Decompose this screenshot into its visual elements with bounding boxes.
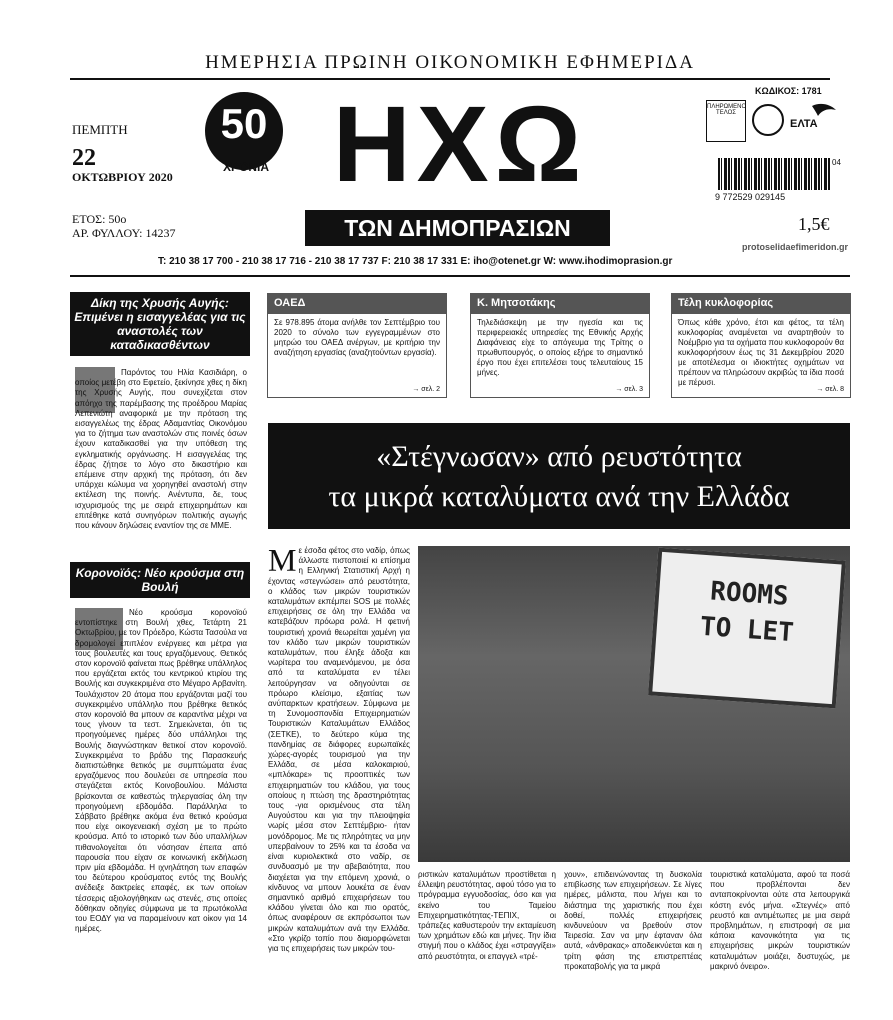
anniversary-number: 50 — [220, 100, 268, 147]
teaser-text: Τηλεδιάσκεψη με την ηγεσία και τις περιφερειακές υπηρεσίες της Εθνικής Αρχής Διαφάνειας είχε το απόγευμα της Τρίτης ο πρωθυπουργός, ο οποίος εξήρε το σημαντικό έργο που έχει επιτελέσει τους τελευταίους 15 μήνες. — [477, 318, 643, 377]
sidebar-box-golden-dawn — [70, 292, 250, 531]
teaser-title: Τέλη κυκλοφορίας — [672, 294, 850, 314]
masthead-rule — [70, 78, 830, 80]
main-headline-line2: τα μικρά καταλύματα ανά την Ελλάδα — [328, 480, 790, 513]
weekday: ΠΕΜΠΤΗ — [72, 122, 128, 137]
site-watermark: protoselidaefimeridon.gr — [742, 242, 849, 252]
teaser-title: Κ. Μητσοτάκης — [471, 294, 649, 314]
seal-icon — [752, 104, 784, 136]
teaser-road-tax[interactable] — [671, 293, 851, 398]
sidebar-box-text: Παρόντος του Ηλία Κασιδιάρη, ο οποίος μετέβη στο Εφετείο, ξεκίνησε χθες η δίκη της Χρυσής Αυγής, που συνεχίζεται στον απόηχο της παρέμβασης της προέδρου Μαρίας Λεπενιώτη αναφορικά με την πρόταση της εισαγγελέως της έδρας Αδαμαντίας Οικονόμου για το ζήτημα των αναστολών στις ποινές όσων έχουν καταδικασθεί για την υπόθεση της εγκληματικής οργάνωσης. Η εισαγγελέας της έδρας ζήτησε το λόγο στο δικαστήριο και επέμεινε στην αρχική της πρόταση, ότι δεν υπάρχει κώλυμα να χορηγηθεί αναστολή στην εκτέλεση της ποινής. Ανέντυπα, δε, τους ισχυρισμούς της με σειρά επιχειρημάτων και επιτέθηκε κατά συνηγόρων πολιτικής αγωγής που κάνουν δηλώσεις εναντίον της σε ΜΜΕ. — [75, 368, 247, 531]
teaser-text: Σε 978.895 άτομα ανήλθε τον Σεπτέμβριο του 2020 το σύνολο των εγγεγραμμένων στο μητρώο του ΟΑΕΔ ανέργων, με κριτήριο την αναζήτηση εργασίας (αναζητούντων εργασία). — [274, 318, 440, 357]
sidebar-box-text: Νέο κρούσμα κορονοϊού εντοπίστηκε στη Βουλή χθες, Τετάρτη 21 Οκτωβρίου, με τον Πρόεδρο, Κώστα Τασούλα να δρομολογεί επιπλέον ενέργειες και μέτρα για τους βουλευτές και τους εργαζόμενους. Θετικός στον κορονοϊό φαίνεται πως βρέθηκε υπάλληλος που εργάζεται εκτός του κεντρικού κτιρίου της Βουλής και συγκεκριμένα στο Μέγαρο Αρβανίτη. Τουλάχιστον 20 άτομα που εργάζονται μαζί του συγκεκριμένο υπάλληλο που βρέθηκε θετικός στον κορονοϊό θα μπουν σε καραντίνα μέχρι να τους γίνουν τα τεστ. Σημειώνεται, ότι τις προηγούμενες ημέρες δύο υπάλληλοι της Βουλής διαγνώστηκαν θετικοί στον κορονοϊό. Συγκεκριμένα το βράδυ της Παρασκευής διαπιστώθηκε θετικός με συμπτώματα ένας εργαζόμενος που δουλεύει σε υπηρεσία που στεγάζεται εκτός Κοινοβουλίου. Μάλιστα βρίσκονται σε καθεστώς τηλεργασίας όλη την προηγούμενη εβδομάδα. Παράλληλα το Σάββατο βρέθηκε ακόμα ένα θετικό κρούσμα που είχε οικογενειακή σχέση με το πρώτο κρούσμα. Από το ιστορικό των δύο υπαλλήλων πιθανολογείται ότι νόσησαν έπειτα από παρουσία που είχαν σε κοινωνική εκδήλωση πριν μία εβδομάδα. Η ιχνηλάτηση των επαφών του δεύτερου κρούσματος εντός της Βουλής ανέδειξε δακτρείες επαφές, εκ των οποίων τέσσερις αξιολογήθηκαν ως στενές, στις οποίες δόθηκαν οδηγίες σύμφωνα με τα πρωτόκολλα του ΕΟΔΥ για να παραμείνουν κατ οίκον για 14 ημέρες. — [75, 608, 247, 934]
month-year: ΟΚΤΩΒΡΙΟΥ 2020 — [72, 170, 173, 184]
barcode — [718, 158, 830, 190]
barcode-number: 9 772529 029145 — [715, 192, 786, 202]
article-column-3: χουν», επιδεινώνοντας τη δυσκολία επιβίωσης των επιχειρήσεων. Σε λίγες ημέρες, μάλιστα, που λήγει και το διάστημα της χαριστικής που έχει δοθεί, πολλές επιχειρήσεις κινδυνεύουν να βρεθούν στον Τειρεσία. Σαν να μην έφταναν όλα αυτά, «άνθρακας» αποδεικνύεται και η τρίτη φάση της επιστρεπτέας προκαταβολής για τα μικρά — [564, 870, 702, 971]
year-issue-info — [72, 212, 175, 240]
main-photo-rooms-to-let — [418, 546, 850, 862]
teaser-page-ref[interactable]: → σελ. 3 — [615, 386, 643, 393]
price: 1,5€ — [798, 214, 830, 234]
postage-label: ΠΛΗΡΩΜΕΝΟ ΤΕΛΟΣ — [707, 104, 747, 116]
contact-rule — [70, 275, 850, 277]
newspaper-logo-subtitle: ΤΩΝ ΔΗΜΟΠΡΑΣΙΩΝ — [305, 210, 610, 246]
day-number: 22 — [72, 145, 96, 171]
teaser-page-ref[interactable]: → σελ. 8 — [816, 386, 844, 393]
newspaper-code: ΚΩΔΙΚΟΣ: 1781 — [755, 86, 822, 96]
anniversary-label: ΧΡΟΝΙΑ — [222, 160, 269, 174]
article-column-2: ριστικών καταλυμάτων προστίθεται η έλλειψη ρευστότητας, αφού τόσο για το πρόγραμμα εγγυοδοσίας, όσο και για εκείνο του Ταμείου Επιχειρηματικότητας-ΤΕΠΙΧ, οι τράπεζες καθυστερούν την εκταμίευση των χρημάτων εδώ και μήνες. Την ίδια στιγμή που ο κλάδος έχει «στραγγίξει» από ρευστότητα, οι επαγγελ «τρέ- — [418, 870, 556, 961]
elta-label: ΕΛΤΑ — [790, 118, 818, 130]
main-headline — [268, 423, 850, 529]
sidebar-box-title: Δίκη της Χρυσής Αυγής: Επιμένει η εισαγγελέας για τις αναστολές των καταδικασθέντων — [70, 292, 250, 356]
article-dropcap: Μ — [268, 546, 297, 578]
teaser-mitsotakis[interactable] — [470, 293, 650, 398]
postage-stamp — [706, 100, 746, 142]
sign-line2: TO LET — [698, 611, 795, 649]
barcode-issue: 04 — [832, 158, 841, 167]
masthead-tagline: ΗΜΕΡΗΣΙΑ ΠΡΩΙΝΗ ΟΙΚΟΝΟΜΙΚΗ ΕΦΗΜΕΡΙΔΑ — [205, 52, 695, 73]
contact-line: T: 210 38 17 700 - 210 38 17 716 - 210 38 17 737 F: 210 38 17 331 E: iho@otenet.gr W: www.ihodimoprasion.gr — [158, 256, 673, 267]
article-column-text: ε έσοδα φέτος στο ναδίρ, όπως άλλωστε πιστοποιεί κι επίσημα η Ελληνική Στατιστική Αρχή η έχοντας «στεγνώσει» από ρευστότητα, ο κλάδος των μικρών τουριστικών καταλυμάτων εκπέμπει SOS με πολλές επιχειρήσεις σε όλη την Ελλάδα να κατεβάζουν πρόωρα ρολά. Η φετινή τουριστική χρονιά θεωρείται χαμένη για τον κλάδο των μικρών τουριστικών καταλυμάτων, που έληξε άδοξα και νωρίτερα του αναμενόμενου, με όσα από τα καταλύματα εν τέλει λειτούργησαν να οδηγούνται σε πρόωρο κλείσιμο, εξαιτίας των ανύπαρκτων κρατήσεων. Σύμφωνα με τη Συνομοσπονδία Επιχειρηματιών Τουριστικών Καταλυμάτων Ελλάδος (ΣΕΤΚΕ), το δεύτερο κύμα της πανδημίας σε διάφορες ευρωπαϊκές χώρες-αγορές τουρισμού για την Ελλάδα, σε μέσα καλοκαιριού, «μπλόκαρε» τις προοπτικές των επιχειρηματιών του κλάδου, για τους οποίους η πτώση της δραστηριότητας τους -για ορισμένους στα τέλη Αυγούστου και για την πλειοψηφία νωρίς μέσα στον Σεπτέμβριο- ήταν μονόδρομος. Με τις πληρότητες να μην υπερβαίνουν το 25% και τα έσοδα να είναι κυριολεκτικά στο ναδίρ, σε συνδυασμό με την αβεβαιότητα, που διαχέεται για την επόμενη χρονιά, ο κίνδυνος να μπουν λουκέτα σε έναν σημαντικό αριθμό επιχειρήσεων του κλάδου γίνεται όλο και πιο ορατός, όπως αναφέρουν σε εκπρόσωποι των μικρών καταλυμάτων ανά την Ελλάδα. «Στο γκρίζο τοπίο που διαμορφώνεται για τις επιχειρήσεις των μικρών του- — [268, 546, 410, 953]
newspaper-logo: ΗΧΩ — [332, 83, 588, 204]
teaser-page-ref[interactable]: → σελ. 2 — [412, 386, 440, 393]
teaser-text: Όπως κάθε χρόνο, έτσι και φέτος, τα τέλη κυκλοφορίας αναμένεται να αναρτηθούν το Νοέμβριο για τα οχήματα που κυκλοφορούν θα κυκλοφορήσουν έως τις 31 Δεκεμβρίου 2020 με αποτέλεσμα οι ιδιοκτήτες οχημάτων να πρέπουν να πληρώσουν ακριβώς τα ίδια ποσά με πέρυσι. — [678, 318, 844, 387]
sidebar-box-covid — [70, 562, 250, 934]
teaser-title: ΟΑΕΔ — [268, 294, 446, 314]
year-line: ΕΤΟΣ: 50ο — [72, 212, 127, 226]
sign-line1: ROOMS — [709, 576, 790, 612]
sidebar-box-title: Κορονοϊός: Νέο κρούσμα στη Βουλή — [70, 562, 250, 598]
issue-line: ΑΡ. ΦΥΛΛΟΥ: 14237 — [72, 226, 176, 240]
elta-logo — [790, 100, 838, 136]
rooms-to-let-sign — [648, 548, 846, 709]
anniversary-badge — [205, 92, 283, 170]
main-headline-line1: «Στέγνωσαν» από ρευστότητα — [376, 440, 742, 473]
article-column-4: τουριστικά καταλύματα, αφού τα ποσά που προβλέπονται δεν ανταποκρίνονται ούτε στα λειτουργικά κόστη ενός μήνα. «Στεγνές» από ρευστό και αντιμέτωπες με μια σειρά προβλημάτων, η επιστροφή σε μια κάποια κανονικότητα για τις επιχειρήσεις μικρών τουριστικών καταλυμάτων μοιάζει, δυστυχώς, με μακρινό όνειρο». — [710, 870, 850, 971]
teaser-oaed[interactable] — [267, 293, 447, 398]
article-column-1 — [268, 546, 410, 984]
